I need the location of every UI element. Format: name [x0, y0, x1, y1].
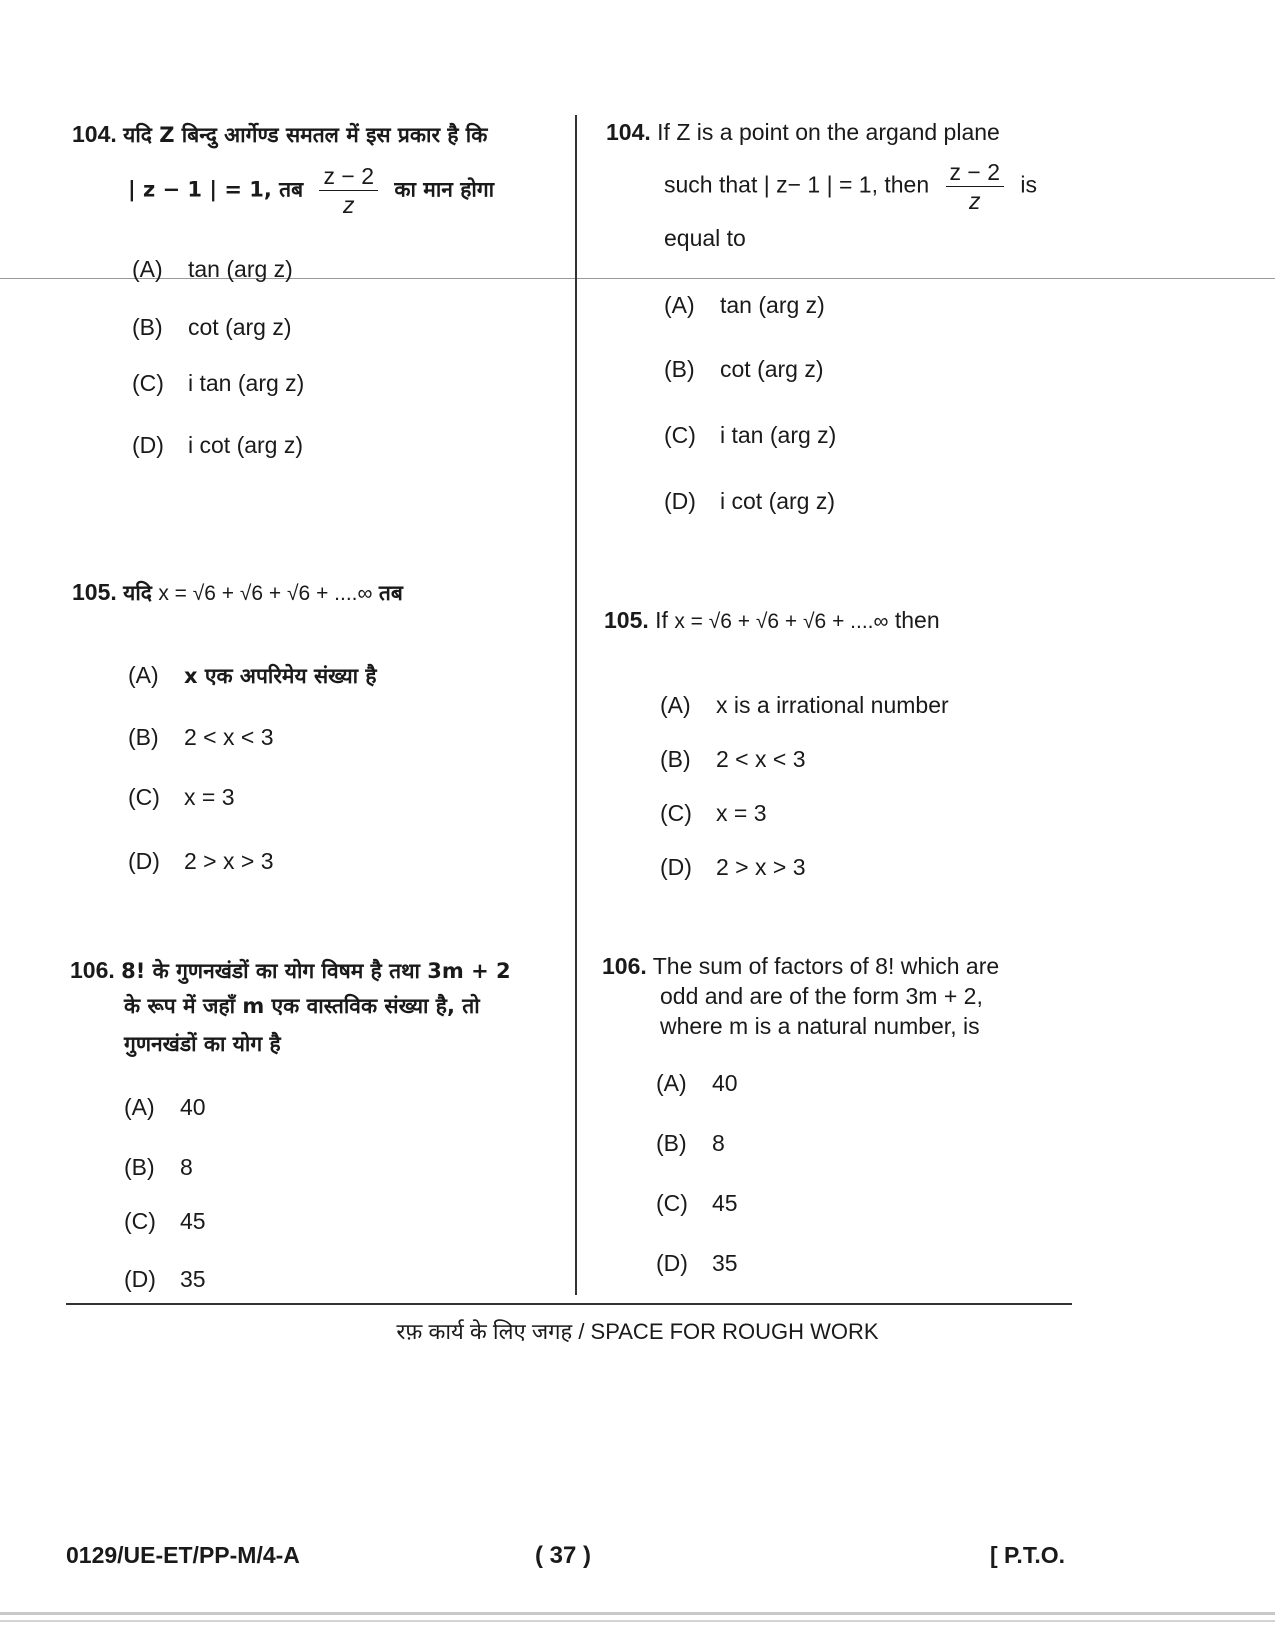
left-q104-line2 — [128, 162, 494, 219]
right-q106-option-c: (C) 45 — [656, 1190, 738, 1216]
right-q105-option-a: (A) x is a irrational number — [660, 692, 949, 718]
left-q106-option-c: (C) 45 — [124, 1208, 206, 1234]
left-q105-option-b: (B) 2 < x < 3 — [128, 724, 274, 750]
column-divider — [575, 115, 577, 1295]
left-q104-option-d: (D) i cot (arg z) — [132, 432, 304, 458]
left-q106-line1: 106. 8! के गुणनखंडों का योग विषम है तथा 3m + 2 — [70, 957, 511, 983]
right-q104-option-a: (A) tan (arg z) — [664, 292, 825, 318]
question-text: यदि Z बिन्दु आर्गेण्ड समतल में इस प्रकार है कि — [123, 123, 488, 147]
right-q104-line3: equal to — [664, 225, 746, 251]
right-q104-option-c: (C) i tan (arg z) — [664, 422, 837, 448]
right-q105-option-b: (B) 2 < x < 3 — [660, 746, 806, 772]
right-q105-option-c: (C) x = 3 — [660, 800, 767, 826]
left-q104-line1 — [72, 118, 487, 151]
right-q104-option-b: (B) cot (arg z) — [664, 356, 824, 382]
rough-work-rule — [66, 1303, 1072, 1305]
left-q105-option-a: (A) x एक अपरिमेय संख्या है — [128, 662, 377, 688]
page-number: ( 37 ) — [535, 1542, 592, 1569]
right-q106-line3: where m is a natural number, is — [660, 1013, 980, 1039]
left-q104-option-b: (B) cot (arg z) — [132, 314, 292, 340]
right-q105-stem: 105. If x = √6 + √6 + √6 + ....∞ then — [604, 604, 940, 638]
scan-edge-rule — [0, 1612, 1275, 1615]
right-q104-line2: such that | z− 1 | = 1, then $\frac{z - 2}{z}$ is — [664, 159, 1038, 214]
right-q104-option-d: (D) i cot (arg z) — [664, 488, 836, 514]
left-q104-option-c: (C) i tan (arg z) — [132, 370, 305, 396]
fraction-numerator: z − 2 — [319, 162, 378, 191]
fraction — [319, 162, 378, 219]
fraction-denominator: z — [969, 188, 981, 214]
right-q104-line1: 104. If Z is a point on the argand plane — [606, 119, 1000, 145]
pto-label: [ P.T.O. — [990, 1542, 1065, 1568]
right-q106-line2: odd and are of the form 3m + 2, — [660, 983, 983, 1009]
fraction — [946, 158, 1005, 215]
fraction-numerator: z − 2 — [946, 158, 1005, 187]
question-number: 104. — [72, 121, 117, 147]
question-text: | z − 1 | = 1, तब — [128, 177, 304, 202]
left-q104-option-a: (A) tan (arg z) — [132, 256, 293, 282]
nested-root-expression: x = √6 + √6 + √6 + ....∞ — [674, 609, 889, 633]
right-q106-option-a: (A) 40 — [656, 1070, 738, 1096]
left-q105-option-d: (D) 2 > x > 3 — [128, 848, 274, 874]
left-q106-line3: गुणनखंडों का योग है — [124, 1032, 281, 1056]
left-q106-option-d: (D) 35 — [124, 1266, 206, 1292]
left-q105-stem: 105. यदि x = √6 + √6 + √6 + ....∞ तब — [72, 576, 403, 610]
paper-code: 0129/UE-ET/PP-M/4-A — [66, 1542, 300, 1568]
nested-root-expression: x = √6 + √6 + √6 + ....∞ — [158, 581, 373, 605]
right-q106-option-d: (D) 35 — [656, 1250, 738, 1276]
left-q106-option-a: (A) 40 — [124, 1094, 206, 1120]
left-q105-option-c: (C) x = 3 — [128, 784, 235, 810]
left-q106-option-b: (B) 8 — [124, 1154, 193, 1180]
right-q106-option-b: (B) 8 — [656, 1130, 725, 1156]
rough-work-label: रफ़ कार्य के लिए जगह / SPACE FOR ROUGH WORK — [396, 1319, 879, 1344]
right-q105-option-d: (D) 2 > x > 3 — [660, 854, 806, 880]
scan-edge-rule-2 — [0, 1620, 1275, 1622]
question-text: का मान होगा — [394, 177, 495, 202]
right-q106-line1: 106. The sum of factors of 8! which are — [602, 953, 1000, 979]
fraction-denominator: z — [342, 192, 355, 218]
left-q106-line2: के रूप में जहाँ m एक वास्तविक संख्या है, तो — [124, 994, 480, 1018]
